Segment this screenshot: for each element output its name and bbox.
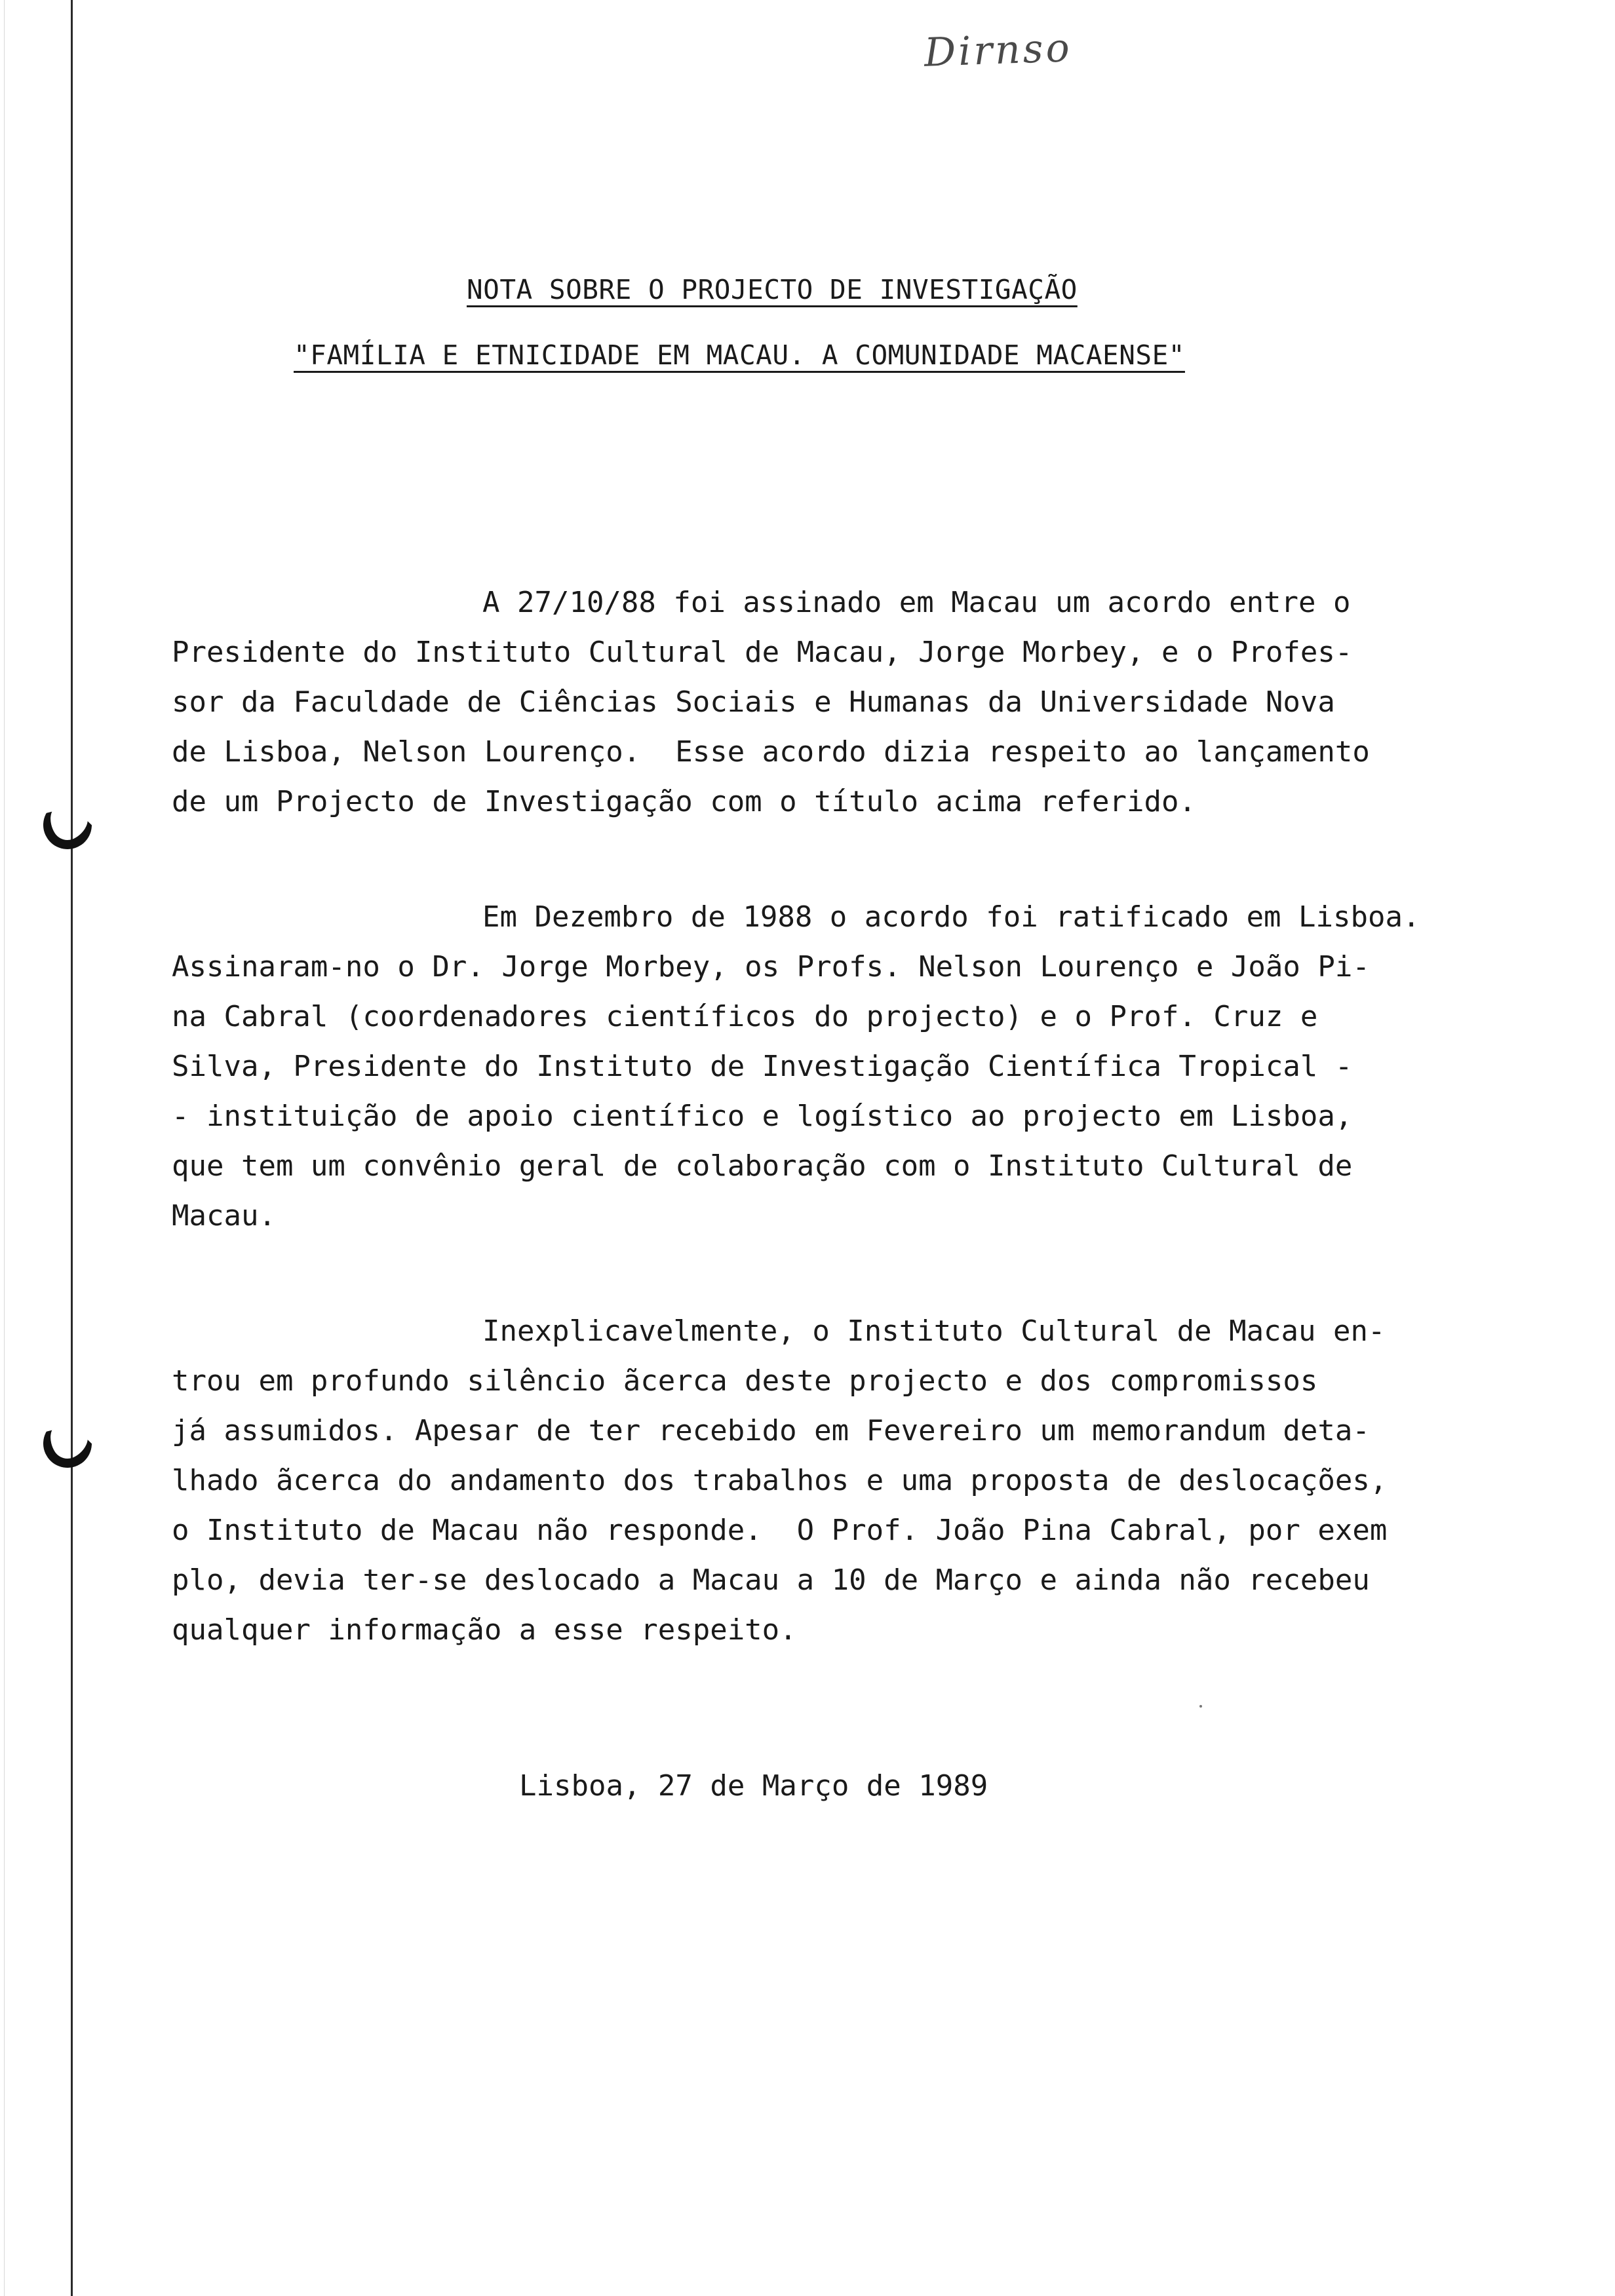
paragraph-line: Macau. xyxy=(172,1199,276,1233)
scan-edge-line xyxy=(4,0,5,2296)
paragraph-spacer xyxy=(172,827,1522,892)
document-body xyxy=(172,578,1522,1655)
paragraph-line: sor da Faculdade de Ciências Sociais e Humanas da Universidade Nova xyxy=(172,685,1335,719)
punch-hole-bottom xyxy=(34,1410,100,1476)
paragraph-line: Presidente do Instituto Cultural de Macau, Jorge Morbey, e o Profes- xyxy=(172,636,1353,669)
paragraph-2 xyxy=(172,892,1522,1241)
paragraph-line: Em Dezembro de 1988 o acordo foi ratificado em Lisboa. xyxy=(482,900,1420,934)
paragraph-line: o Instituto de Macau não responde. O Prof. João Pina Cabral, por exem xyxy=(172,1514,1388,1547)
paragraph-line: já assumidos. Apesar de ter recebido em Fevereiro um memorandum deta- xyxy=(172,1414,1370,1447)
paragraph-line: A 27/10/88 foi assinado em Macau um acordo entre o xyxy=(482,586,1351,619)
paragraph-line: Silva, Presidente do Instituto de Investigação Científica Tropical - xyxy=(172,1050,1353,1083)
paragraph-line: de Lisboa, Nelson Lourenço. Esse acordo dizia respeito ao lançamento xyxy=(172,735,1370,769)
paragraph-3 xyxy=(172,1307,1522,1655)
handwritten-annotation: Dirnso xyxy=(923,25,1073,76)
paragraph-line: que tem um convênio geral de colaboração com o Instituto Cultural de xyxy=(172,1149,1353,1183)
paragraph-line: qualquer informação a esse respeito. xyxy=(172,1613,797,1647)
paragraph-line: Inexplicavelmente, o Instituto Cultural de Macau en- xyxy=(482,1314,1386,1348)
paragraph-line: plo, devia ter-se deslocado a Macau a 10 de Março e ainda não recebeu xyxy=(172,1563,1370,1597)
scan-speck xyxy=(1199,1705,1202,1708)
paragraph-line: na Cabral (coordenadores científicos do projecto) e o Prof. Cruz e xyxy=(172,1000,1318,1033)
closing-place-date: Lisboa, 27 de Março de 1989 xyxy=(519,1769,988,1803)
paragraph-line: - instituição de apoio científico e logístico ao projecto em Lisboa, xyxy=(172,1100,1353,1133)
paragraph-line: lhado ãcerca do andamento dos trabalhos e uma proposta de deslocações, xyxy=(172,1464,1388,1497)
punch-hole-top xyxy=(34,792,100,858)
binding-margin-line xyxy=(71,0,73,2296)
paragraph-line: Assinaram-no o Dr. Jorge Morbey, os Profs. Nelson Lourenço e João Pi- xyxy=(172,950,1370,984)
document-title-line1: NOTA SOBRE O PROJECTO DE INVESTIGAÇÃO xyxy=(467,274,1078,305)
paragraph-spacer xyxy=(172,1241,1522,1307)
paragraph-1 xyxy=(172,578,1522,827)
document-title-line2: "FAMÍLIA E ETNICIDADE EM MACAU. A COMUNIDADE MACAENSE" xyxy=(294,339,1185,371)
paragraph-line: trou em profundo silêncio ãcerca deste projecto e dos compromissos xyxy=(172,1364,1318,1398)
paragraph-line: de um Projecto de Investigação com o título acima referido. xyxy=(172,785,1196,818)
